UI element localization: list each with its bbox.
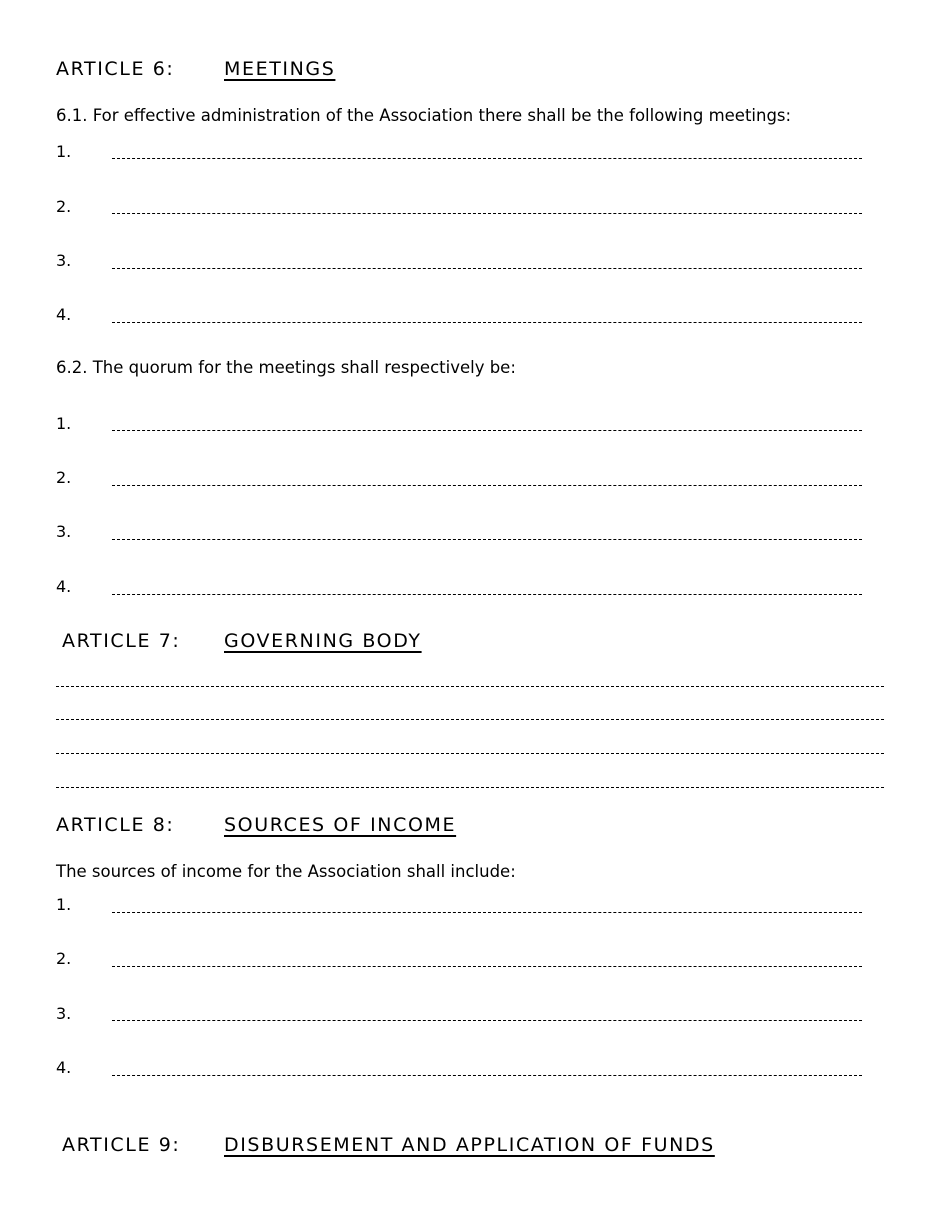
meeting-2-blank[interactable]	[112, 213, 862, 214]
source-1-number: 1.	[56, 895, 72, 914]
governing-body-line-2[interactable]	[56, 719, 884, 720]
source-1-blank[interactable]	[112, 912, 862, 913]
article-8-title: SOURCES OF INCOME	[224, 814, 457, 836]
governing-body-line-3[interactable]	[56, 753, 884, 754]
source-2-blank[interactable]	[112, 966, 862, 967]
article-7-heading	[56, 630, 422, 652]
quorum-3-blank[interactable]	[112, 539, 862, 540]
quorum-4-number: 4.	[56, 577, 72, 596]
quorum-2-number: 2.	[56, 468, 72, 487]
article-9-number: ARTICLE 9:	[62, 1134, 181, 1156]
meeting-3-blank[interactable]	[112, 268, 862, 269]
meeting-3-number: 3.	[56, 251, 72, 270]
article-6-heading	[56, 58, 335, 80]
article-9-title: DISBURSEMENT AND APPLICATION OF FUNDS	[224, 1134, 715, 1156]
meeting-4-number: 4.	[56, 305, 72, 324]
quorum-4-blank[interactable]	[112, 594, 862, 595]
clause-6-1: 6.1. For effective administration of the Association there shall be the following meetings:	[56, 106, 792, 125]
source-2-number: 2.	[56, 949, 72, 968]
article-7-title: GOVERNING BODY	[224, 630, 422, 652]
source-4-number: 4.	[56, 1058, 72, 1077]
article-7-number: ARTICLE 7:	[62, 630, 181, 652]
source-3-number: 3.	[56, 1004, 72, 1023]
article-8-number: ARTICLE 8:	[56, 814, 175, 836]
source-4-blank[interactable]	[112, 1075, 862, 1076]
meeting-2-number: 2.	[56, 197, 72, 216]
income-intro: The sources of income for the Association shall include:	[56, 862, 516, 881]
article-6-title: MEETINGS	[224, 58, 336, 80]
quorum-3-number: 3.	[56, 522, 72, 541]
meeting-1-number: 1.	[56, 142, 72, 161]
article-9-heading	[56, 1134, 715, 1156]
meeting-1-blank[interactable]	[112, 158, 862, 159]
article-6-number: ARTICLE 6:	[56, 58, 175, 80]
quorum-1-number: 1.	[56, 414, 72, 433]
source-3-blank[interactable]	[112, 1020, 862, 1021]
governing-body-line-1[interactable]	[56, 686, 884, 687]
governing-body-line-4[interactable]	[56, 787, 884, 788]
meeting-4-blank[interactable]	[112, 322, 862, 323]
quorum-1-blank[interactable]	[112, 430, 862, 431]
article-8-heading	[56, 814, 456, 836]
quorum-2-blank[interactable]	[112, 485, 862, 486]
clause-6-2: 6.2. The quorum for the meetings shall respectively be:	[56, 358, 516, 377]
